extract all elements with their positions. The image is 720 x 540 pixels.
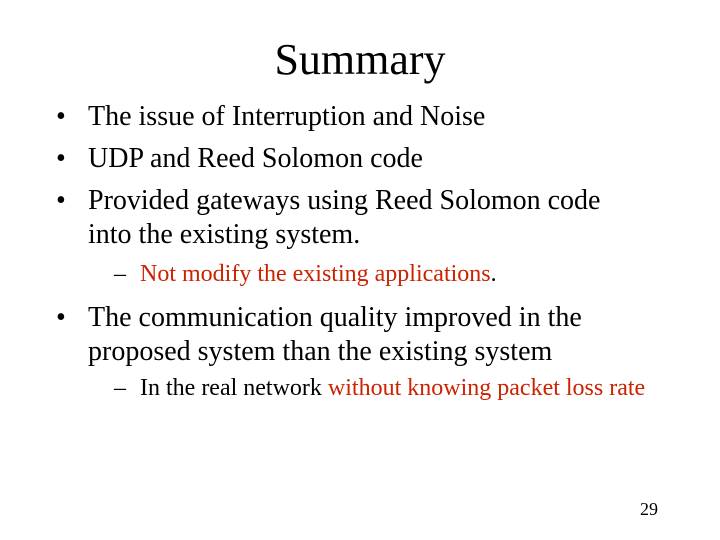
subbullet-item-no-modify-apps: [114, 259, 674, 289]
bullet-item-udp-reed-solomon: [56, 142, 676, 176]
bullet-mark: •: [56, 101, 66, 132]
subbullet-text-end: .: [490, 261, 497, 287]
subbullet-text-highlight: without knowing packet loss rate: [327, 375, 646, 401]
page-number: 29: [640, 499, 658, 519]
subbullet-dash: –: [114, 261, 126, 287]
bullet-text: The issue of Interruption and Noise: [88, 101, 486, 132]
bullet-mark: •: [56, 143, 66, 174]
subbullet-text: [114, 373, 674, 403]
bullet-item-interruption-noise: [56, 100, 676, 134]
bullet-item-communication-quality: [56, 301, 676, 369]
bullet-text: Provided gateways using Reed Solomon code into the existing system.: [88, 185, 601, 250]
subbullet-text-highlight: Not modify the existing applications: [140, 261, 491, 287]
subbullet-item-real-network: [114, 373, 674, 403]
bullet-mark: •: [56, 302, 66, 333]
bullet-item-gateways: [56, 184, 616, 252]
bullet-text: The communication quality improved in the proposed system than the existing system: [88, 302, 582, 367]
subbullet-text-normal: In the real network: [140, 375, 328, 401]
bullet-mark: •: [56, 185, 66, 216]
slide-title: Summary: [274, 35, 446, 84]
subbullet-dash: –: [114, 375, 126, 401]
bullet-text: UDP and Reed Solomon code: [88, 143, 423, 174]
subbullet-text: [114, 259, 674, 289]
